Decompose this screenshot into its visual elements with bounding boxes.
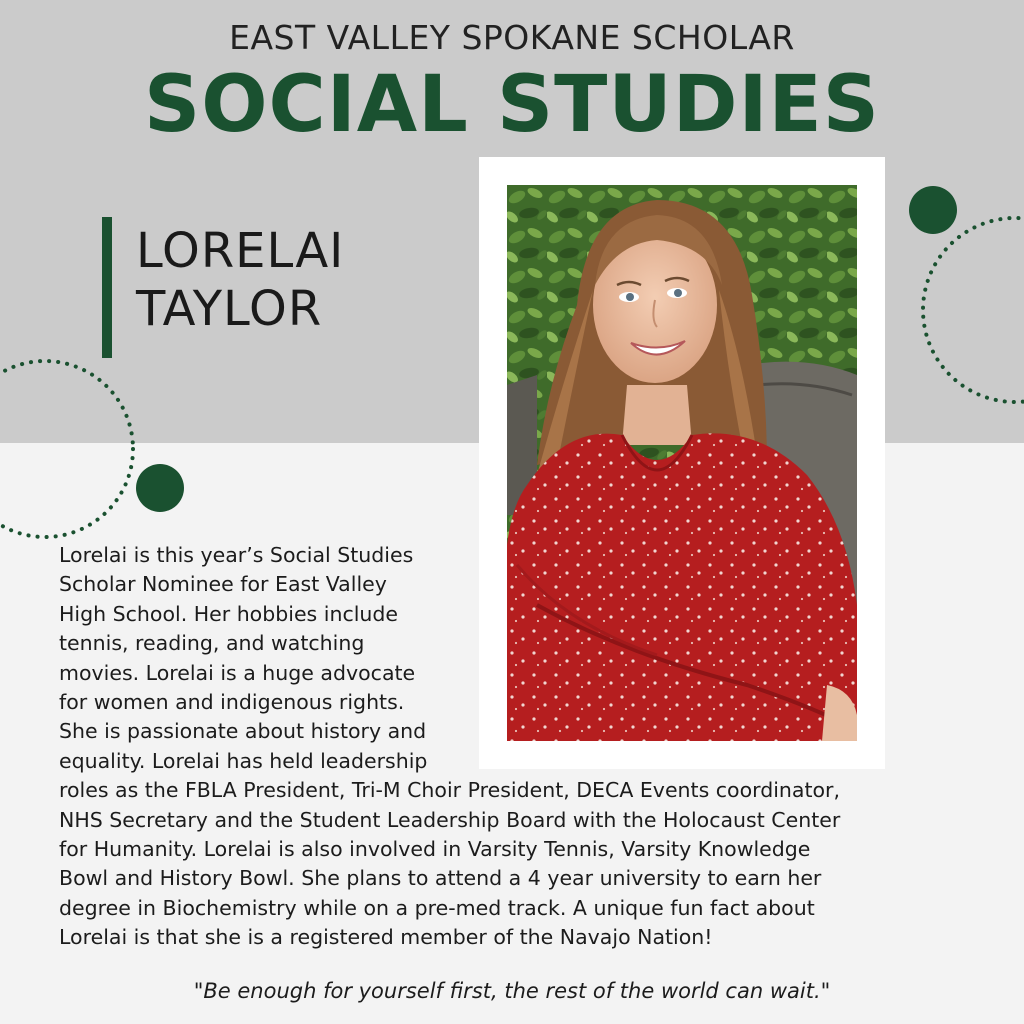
bio-line: for women and indigenous rights.	[59, 690, 405, 715]
quote: "Be enough for yourself first, the rest of the world can wait."	[193, 979, 831, 1003]
bio-line: equality. Lorelai has held leadership	[59, 748, 428, 773]
bio-line: degree in Biochemistry while on a pre-med track. A unique fun fact about	[59, 895, 815, 920]
bio-line: Scholar Nominee for East Valley	[59, 572, 387, 597]
bio-line: NHS Secretary and the Student Leadership Board with the Holocaust Center	[59, 807, 841, 832]
scholar-name	[136, 222, 344, 338]
bio-line: for Humanity. Lorelai is also involved in Varsity Tennis, Varsity Knowledge	[59, 837, 811, 862]
bio-line: Bowl and History Bowl. She plans to attend a 4 year university to earn her	[59, 866, 822, 891]
bio-line: She is passionate about history and	[59, 719, 427, 744]
bio-line: High School. Her hobbies include	[59, 601, 399, 626]
bio-line: movies. Lorelai is a huge advocate	[59, 660, 416, 685]
solid-circle-right	[908, 185, 958, 235]
bio-line: roles as the FBLA President, Tri-M Choir President, DECA Events coordinator,	[59, 778, 840, 803]
first-name: LORELAI	[136, 223, 345, 279]
supertitle: EAST VALLEY SPOKANE SCHOLAR	[229, 18, 795, 57]
solid-circle-left	[136, 464, 186, 514]
bio-line: tennis, reading, and watching	[59, 631, 365, 656]
page-title: SOCIAL STUDIES	[144, 60, 880, 150]
dotted-circle-right	[915, 210, 1024, 410]
last-name: TAYLOR	[136, 281, 323, 337]
name-accent-bar	[102, 217, 112, 358]
bio-line: Lorelai is this year’s Social Studies	[59, 543, 414, 567]
bio-line: Lorelai is that she is a registered member of the Navajo Nation!	[59, 925, 713, 950]
bio-text	[59, 541, 979, 953]
dotted-circle-left	[0, 355, 140, 545]
